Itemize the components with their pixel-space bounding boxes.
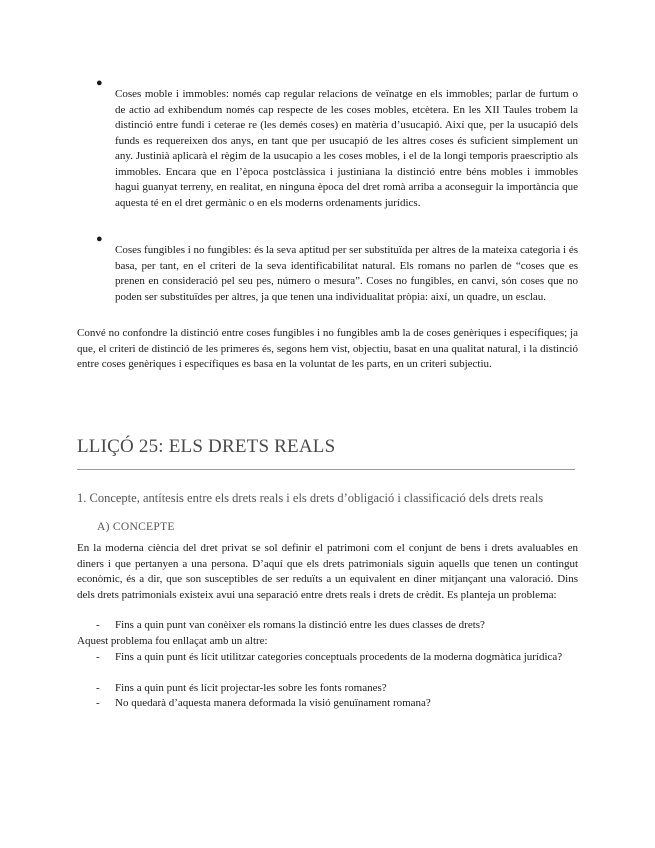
bullet-text-fungibles: Coses fungibles i no fungibles: és la seva aptitud per ser substituïda per altres de la mateixa categoria i és basa, per tant, en el criteri de la seva identificabilitat natural. Els romans no parlen de “coses que es prenen en consideració pel seu pes, número o mesura”. Coses no fungibles, en canvi, són coses que no poden ser substituïdes per altres, ja que tenen una individualitat pròpia: així, un quadre, un esclau. bbox=[115, 244, 578, 303]
list-item bbox=[96, 650, 578, 666]
subsection-title: A) CONCEPTE bbox=[97, 521, 175, 533]
bullet-icon: ● bbox=[96, 233, 103, 245]
dash-text: No quedarà d’aquesta manera deformada la visió genuïnament romana? bbox=[115, 697, 431, 709]
list-item bbox=[96, 681, 578, 697]
dash-icon: - bbox=[96, 619, 100, 631]
bullet-icon: ● bbox=[96, 77, 103, 89]
lesson-title: LLIÇÓ 25: ELS DRETS REALS bbox=[77, 436, 336, 457]
paragraph-problem: Aquest problema fou enllaçat amb un altre: bbox=[77, 635, 268, 647]
list-item bbox=[96, 618, 578, 634]
dash-text: Fins a quin punt és lícit utilitzar categories conceptuals procedents de la moderna dogmàtica jurídica? bbox=[115, 651, 563, 663]
title-divider bbox=[77, 469, 575, 470]
paragraph-distinction: Convé no confondre la distinció entre coses fungibles i no fungibles amb la de coses genèriques i específiques; ja que, el criteri de distinció de les primeres és, segons hem vist, objectiu, basat en una qualitat natural, i la distinció entre coses genèriques i específiques es basa en la voluntat de les parts, en un criteri subjectiu. bbox=[77, 327, 578, 370]
list-item bbox=[96, 76, 578, 222]
dash-icon: - bbox=[96, 651, 100, 663]
paragraph-patrimoni: En la moderna ciència del dret privat se sol definir el patrimoni com el conjunt de bens i drets avaluables en diners i que pertanyen a una persona. D’aquí que els drets patrimonials siguin aquells que tenen un contingut econòmic, és a dir, que son susceptibles de ser reduïts a un equivalent en diner mitjançant una valoració. Dins dels drets patrimonials existeix avui una separació entre drets reals i drets de crèdit. Es planteja un problema: bbox=[77, 542, 578, 601]
dash-icon: - bbox=[96, 682, 100, 694]
bullet-text-mobles: Coses moble i immobles: només cap regular relacions de veïnatge en els immobles; parlar de furtum o de actio ad exhibendum només cap respecte de les coses mobles, etcètera. En les XII Taules trobem la distinció entre fundi i ceterae re (les demés coses) en matèria d’usucapió. Així que, per la usucapió dels funds es requereixen dos anys, en tant que per usucapió de les altres coses és suficient simplement un any. Justinià aplicarà el règim de la usucapio a les coses mobles, i el de la longi temporis praescriptio als immobles. Encara que en l’època postclàssica i justiniana la distinció entre béns mobles i immobles hagui guanyat terreny, en realitat, en ninguna època del dret romà arriba a aconseguir la importància que aquesta té en el dret germànic o en els moderns ordenaments jurídics. bbox=[115, 88, 578, 209]
list-item bbox=[96, 232, 578, 316]
list-item bbox=[96, 696, 578, 712]
dash-text: Fins a quin punt és lícit projectar-les sobre les fonts romanes? bbox=[115, 682, 387, 694]
dash-icon: - bbox=[96, 697, 100, 709]
section-title: 1. Concepte, antítesis entre els drets reals i els drets d’obligació i classificació dels drets reals bbox=[77, 491, 544, 505]
dash-text: Fins a quin punt van conèixer els romans la distinció entre les dues classes de drets? bbox=[115, 619, 485, 631]
